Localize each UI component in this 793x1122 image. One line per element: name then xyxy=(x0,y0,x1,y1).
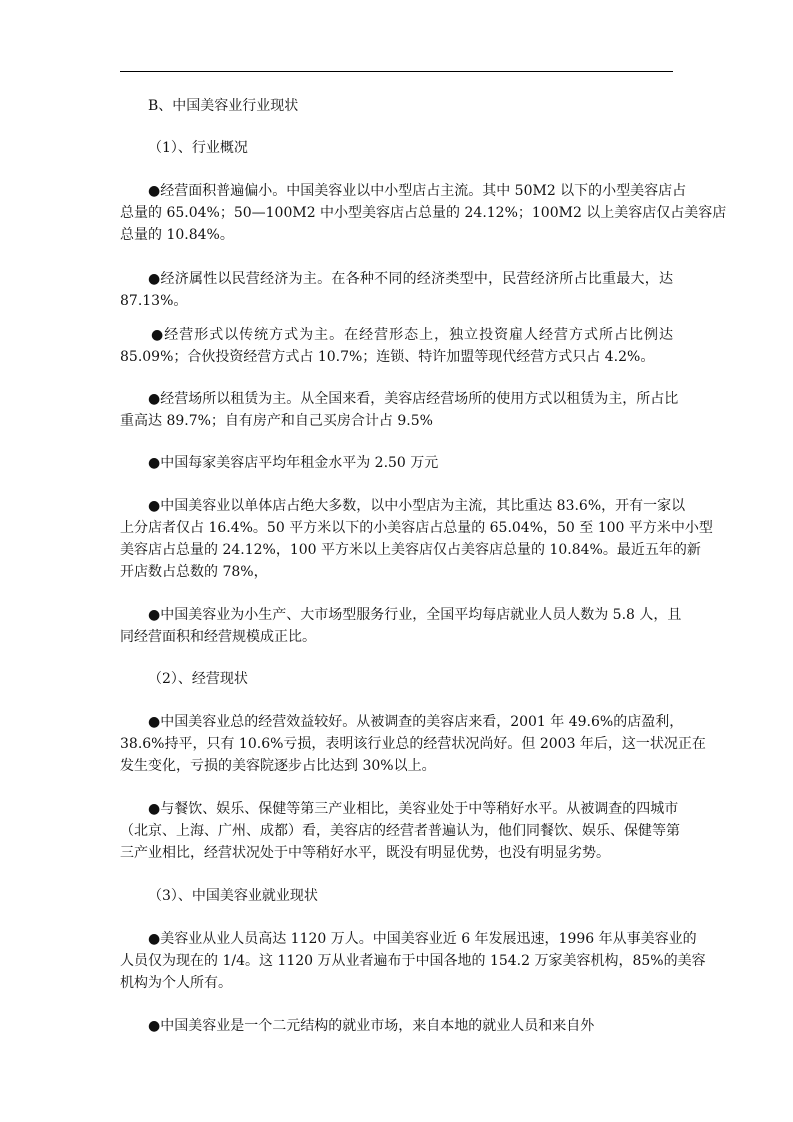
text-line: 三产业相比，经营状况处于中等稍好水平，既没有明显优势，也没有明显劣势。 xyxy=(120,845,610,861)
text-line: ●与餐饮、娱乐、保健等第三产业相比，美容业处于中等稍好水平。从被调查的四城市 xyxy=(148,801,679,817)
text-line: 总量的 10.84%。 xyxy=(120,227,234,243)
paragraph xyxy=(120,798,680,864)
text-line: ●经营面积普遍偏小。中国美容业以中小型店占主流。其中 50M2 以下的小型美容店占 xyxy=(148,183,687,199)
text-line: 重高达 89.7%；自有房产和自己买房合计占 9.5% xyxy=(120,413,433,429)
paragraph xyxy=(120,268,673,312)
text-line: 开店数占总数的 78%， xyxy=(120,564,268,580)
text-line: ●中国美容业为小生产、大市场型服务行业，全国平均每店就业人员人数为 5.8 人，且 xyxy=(148,607,682,623)
text-line: 机构为个人所有。 xyxy=(120,975,232,991)
section-heading xyxy=(120,668,673,690)
text-line: ●中国每家美容店平均年租金水平为 2.50 万元 xyxy=(148,455,439,471)
section-heading xyxy=(120,95,673,117)
text-line: ●中国美容业总的经营效益较好。从被调查的美容店来看，2001 年 49.6%的店盈利， xyxy=(148,714,684,730)
paragraph xyxy=(120,180,727,246)
text-line: 美容店占总量的 24.12%，100 平方米以上美容店仅占美容店总量的 10.84%。最近五年的新 xyxy=(120,542,701,558)
text-line: （2）、经营现状 xyxy=(148,671,248,687)
text-line: ●经营形式以传统方式为主。在经营形态上，独立投资雇人经营方式所占比例达 xyxy=(151,327,673,343)
text-line: （3）、中国美容业就业现状 xyxy=(148,888,318,904)
text-line: ●经营场所以租赁为主。从全国来看，美容店经营场所的使用方式以租赁为主，所占比 xyxy=(148,391,679,407)
paragraph xyxy=(120,711,706,777)
paragraph xyxy=(120,388,679,432)
paragraph xyxy=(120,324,673,368)
text-line: ●中国美容业是一个二元结构的就业市场，来自本地的就业人员和来自外 xyxy=(148,1018,595,1034)
paragraph xyxy=(120,495,713,583)
paragraph xyxy=(120,1015,673,1037)
section-heading xyxy=(120,137,673,159)
text-line: （北京、上海、广州、成都）看，美容店的经营者普遍认为，他们同餐饮、娱乐、保健等第 xyxy=(120,823,680,839)
paragraph xyxy=(120,452,673,474)
text-line: 总量的 65.04%；50—100M2 中小型美容店占总量的 24.12%；100M2 以上美容店仅占美容店 xyxy=(120,205,727,221)
text-line: 87.13%。 xyxy=(120,293,188,309)
text-line: （1）、行业概况 xyxy=(148,140,248,156)
text-line: 人员仅为现在的 1/4。这 1120 万从业者遍布于中国各地的 154.2 万家美容机构，85%的美容 xyxy=(120,953,706,969)
text-line: 38.6%持平，只有 10.6%亏损，表明该行业总的经营状况尚好。但 2003 年后，这一状况正在 xyxy=(120,736,706,752)
text-line: 85.09%；合伙投资经营方式占 10.7%；连锁、特许加盟等现代经营方式只占 4.2%。 xyxy=(120,349,655,365)
text-line: B、中国美容业行业现状 xyxy=(148,98,299,114)
text-line: 上分店者仅占 16.4%。50 平方米以下的小美容店占总量的 65.04%，50 至 100 平方米中小型 xyxy=(120,520,713,536)
paragraph xyxy=(120,928,706,994)
text-line: 同经营面积和经营规模成正比。 xyxy=(120,629,316,645)
header-rule xyxy=(120,71,673,72)
section-heading xyxy=(120,885,673,907)
text-line: ●中国美容业以单体店占绝大多数，以中小型店为主流，其比重达 83.6%，开有一家以 xyxy=(148,498,686,514)
text-line: 发生变化，亏损的美容院逐步占比达到 30%以上。 xyxy=(120,758,436,774)
text-line: ●美容业从业人员高达 1120 万人。中国美容业近 6 年发展迅速，1996 年从事美容业的 xyxy=(148,931,697,947)
text-line: ●经济属性以民营经济为主。在各种不同的经济类型中，民营经济所占比重最大，达 xyxy=(148,271,673,287)
paragraph xyxy=(120,604,682,648)
